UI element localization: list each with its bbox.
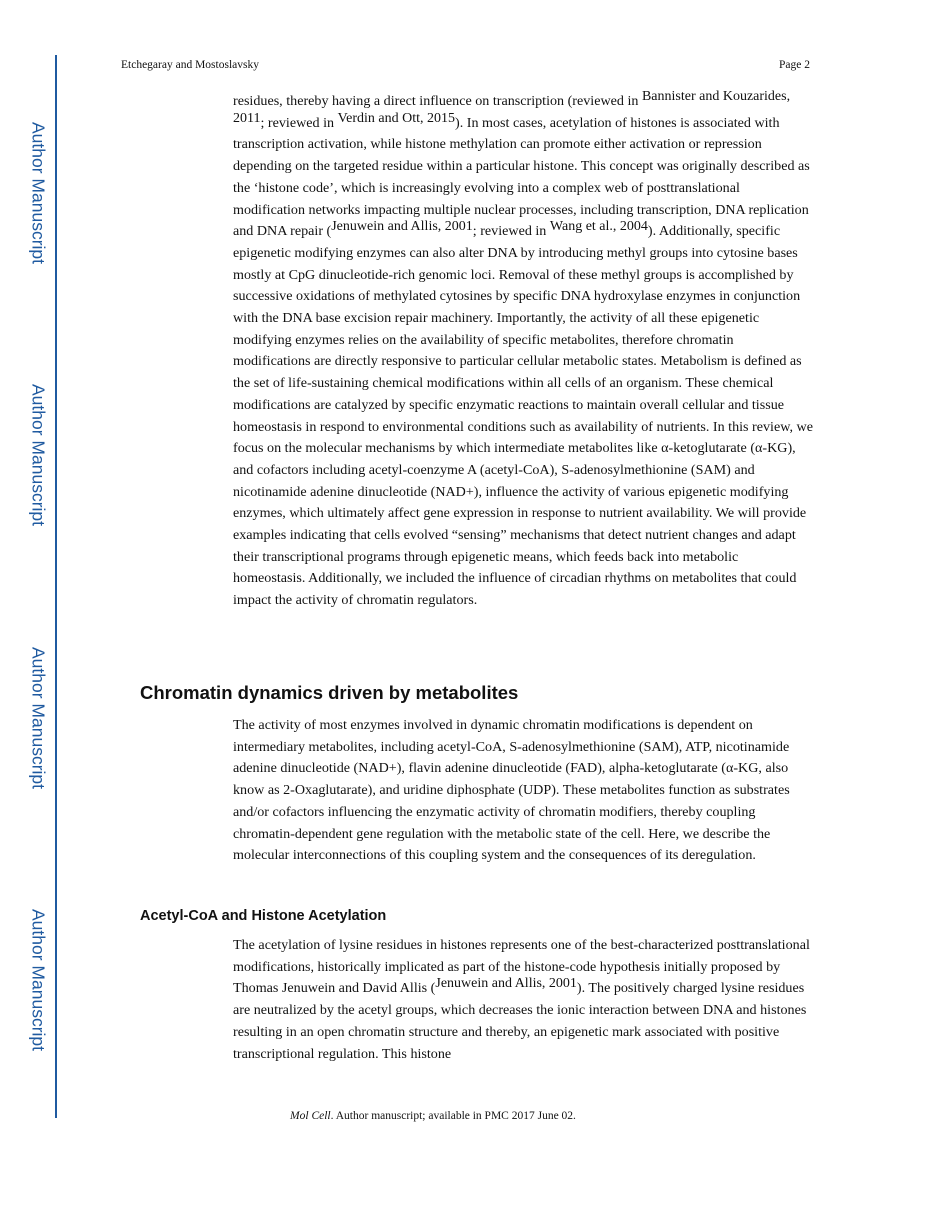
section-paragraph: The activity of most enzymes involved in dynamic chromatin modifications is dependent on intermediary metabolites, including acetyl-CoA, S-adenosylmethionine (SAM), ATP, nicotinamide adenine dinucleotide (NAD+), flavin adenine dinucleotide (FAD), alpha-ketoglutarate (α-KG, also know as 2-Oxaglutarate), and uridine diphosphate (UDP). These metabolites function as substrates and/or cofactors influencing the enzymatic activity of chromatin modifiers, thereby coupling chromatin-dependent gene regulation with the metabolic state of the cell. Here, we describe the molecular interconnections of this coupling system and the consequences of its deregulation. — [233, 717, 790, 864]
page-number: Page 2 — [779, 59, 810, 71]
citation-link[interactable]: Bannister and Kouzarides, 2011 — [233, 89, 791, 126]
running-head-authors: Etchegaray and Mostoslavsky — [121, 59, 259, 71]
citation-link[interactable]: Verdin and Ott, 2015 — [337, 110, 456, 126]
citation-link[interactable]: Wang et al., 2004 — [549, 219, 648, 235]
subsection-paragraph: The acetylation of lysine residues in histones represents one of the best-characterized posttranslational modifications, historically implicated as part of the histone-code hypothesis initially proposed by Thomas Jenuwein and David Allis (Jenuwein and Allis, 2001). The positively charged lysine residues are neutralized by the acetyl groups, which decreases the ionic interaction between DNA and histones resulting in an open chromatin structure and thereby, an epigenetic mark associated with positive transcriptional regulation. This histone — [233, 937, 810, 1062]
section-heading: Chromatin dynamics driven by metabolites — [140, 682, 519, 703]
footer — [0, 1110, 866, 1122]
subsection-heading: Acetyl-CoA and Histone Acetylation — [140, 908, 387, 924]
intro-paragraph: residues, thereby having a direct influence on transcription (reviewed in Bannister and Kouzarides, 2011; reviewed in Verdin and Ott, 2015). In most cases, acetylation of histones is associated with transcription activation, while histone methylation can promote either activation or repression depending on the targeted residue within a particular histone. This concept was originally described as the ‘histone code’, which is increasingly evolving into a complex web of posttranslational modification networks impacting multiple nuclear processes, including transcription, DNA replication and DNA repair (Jenuwein and Allis, 2001; reviewed in Wang et al., 2004). Additionally, specific epigenetic modifying enzymes can also alter DNA by introducing methyl groups into cytosine bases mostly at CpG dinucleotide-rich genomic loci. Removal of these methyl groups is accomplished by successive oxidations of methylated cytosines by specific DNA hydroxylase enzymes in conjunction with the DNA base excision repair machinery. Importantly, the activity of all these epigenetic modifying enzymes relies on the availability of specific metabolites, therefore chromatin modifications are directly responsive to particular cellular metabolic states. Metabolism is defined as the set of life-sustaining chemical modifications within all cells of an organism. These chemical modifications are catalyzed by specific enzymatic reactions to maintain overall cellular and tissue homeostasis in respond to environmental conditions such as availability of nutrients. In this review, we focus on the molecular mechanisms by which intermediate metabolites like α-ketoglutarate (α-KG), and cofactors including acetyl-coenzyme A (acetyl-CoA), S-adenosylmethionine (SAM) and nicotinamide adenine dinucleotide (NAD+), influence the activity of various epigenetic modifying enzymes, which ultimately affect gene expression in response to nutrient availability. We will provide examples indicating that cells evolved “sensing” mechanisms that detect nutrient changes and adapt their transcriptional programs through epigenetic means, which feeds back into metabolic homeostasis. Additionally, we included the influence of circadian rhythms on metabolites that could impact the activity of chromatin regulators. — [233, 89, 813, 609]
citation-link[interactable]: Jenuwein and Allis, 2001 — [331, 219, 473, 235]
footer-text: . Author manuscript; available in PMC 2017 June 02. — [330, 1110, 576, 1122]
citation-link[interactable]: Jenuwein and Allis, 2001 — [435, 976, 577, 992]
side-rule — [55, 55, 57, 1118]
journal-name: Mol Cell — [290, 1110, 331, 1122]
